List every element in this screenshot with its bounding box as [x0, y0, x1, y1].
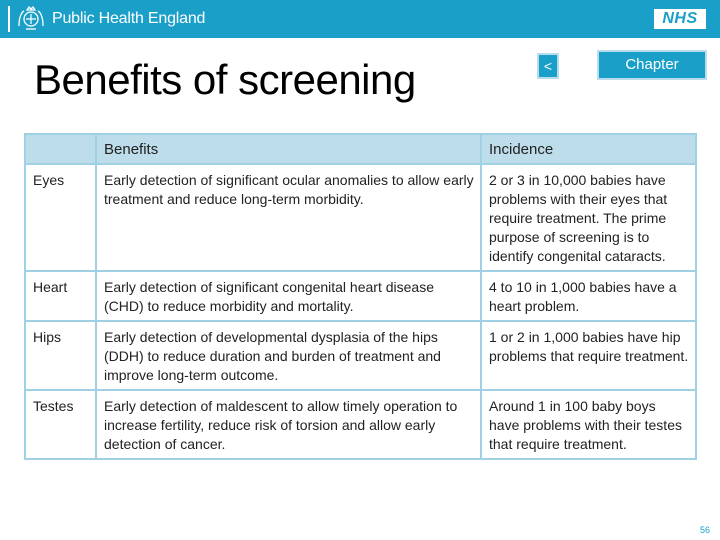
screening-benefits-table — [24, 133, 697, 460]
header-cell-blank — [25, 134, 96, 164]
row-benefits: Early detection of significant congenital heart disease (CHD) to reduce morbidity and mortality. — [96, 271, 481, 321]
table-row — [25, 390, 696, 459]
row-benefits: Early detection of significant ocular anomalies to allow early treatment and reduce long-term morbidity. — [96, 164, 481, 271]
table-row — [25, 321, 696, 390]
header-bar — [0, 0, 720, 38]
chapter-button[interactable]: Chapter — [597, 50, 707, 80]
header-cell-benefits: Benefits — [96, 134, 481, 164]
row-label: Eyes — [25, 164, 96, 271]
row-label: Heart — [25, 271, 96, 321]
row-incidence: 2 or 3 in 10,000 babies have problems with their eyes that require treatment. The prime purpose of screening is to identify congenital cataracts. — [481, 164, 696, 271]
table-row — [25, 164, 696, 271]
row-incidence: Around 1 in 100 baby boys have problems with their testes that require treatment. — [481, 390, 696, 459]
royal-crest-icon — [16, 6, 46, 32]
logo-divider — [8, 6, 10, 32]
row-label: Hips — [25, 321, 96, 390]
table-header-row — [25, 134, 696, 164]
back-button[interactable]: < — [537, 53, 559, 79]
row-label: Testes — [25, 390, 96, 459]
org-name: Public Health England — [52, 10, 206, 27]
nhs-logo: NHS — [654, 9, 706, 29]
page-title: Benefits of screening — [34, 56, 416, 103]
page-number: 56 — [700, 525, 711, 535]
header-cell-incidence: Incidence — [481, 134, 696, 164]
phe-logo — [8, 6, 205, 32]
row-incidence: 1 or 2 in 1,000 babies have hip problems that require treatment. — [481, 321, 696, 390]
row-benefits: Early detection of developmental dysplasia of the hips (DDH) to reduce duration and burden of treatment and improve long-term outcome. — [96, 321, 481, 390]
row-benefits: Early detection of maldescent to allow timely operation to increase fertility, reduce risk of torsion and allow early detection of cancer. — [96, 390, 481, 459]
table-row — [25, 271, 696, 321]
row-incidence: 4 to 10 in 1,000 babies have a heart problem. — [481, 271, 696, 321]
